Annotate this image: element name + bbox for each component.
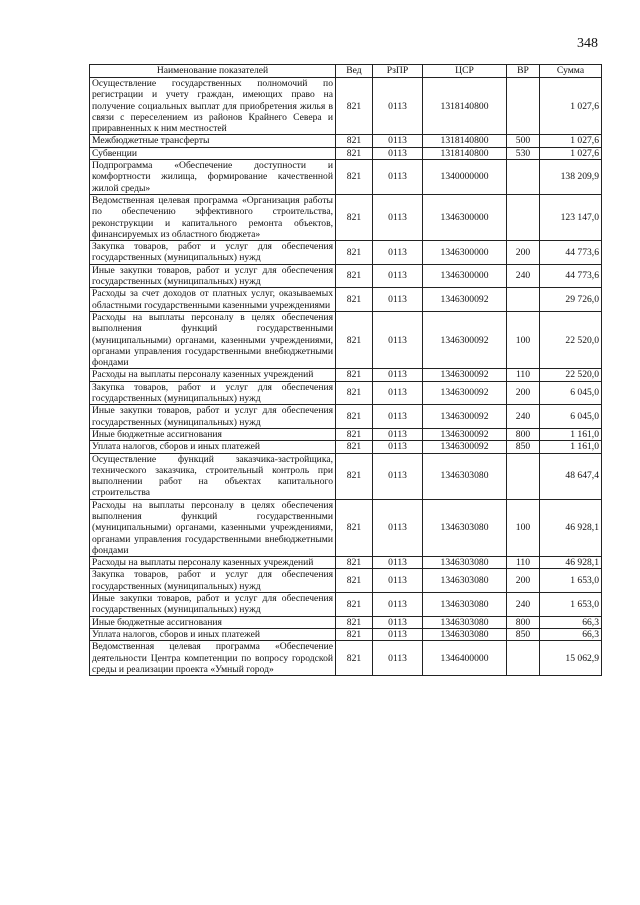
row-csr: 1318140800: [423, 135, 507, 147]
row-rzpr: 0113: [373, 593, 423, 617]
row-name: Иные закупки товаров, работ и услуг для обеспечения государственных (муниципальных) нужд: [90, 593, 336, 617]
row-ved: 821: [336, 593, 373, 617]
table-row: [90, 160, 602, 195]
row-vr: 850: [507, 628, 540, 640]
row-csr: 1346303080: [423, 499, 507, 556]
row-sum: 1 027,6: [540, 147, 602, 159]
row-name: Ведомственная целевая программа «Организация работы по обеспечению эффективного строительства, реконструкции и капитального ремонта объектов, финансируемых из областного бюджета»: [90, 194, 336, 240]
row-ved: 821: [336, 569, 373, 593]
row-sum: 48 647,4: [540, 453, 602, 499]
row-name: Расходы на выплаты персоналу казенных учреждений: [90, 369, 336, 381]
row-name: Расходы на выплаты персоналу казенных учреждений: [90, 557, 336, 569]
row-sum: 6 045,0: [540, 405, 602, 429]
row-name: Субвенции: [90, 147, 336, 159]
row-sum: 123 147,0: [540, 194, 602, 240]
row-rzpr: 0113: [373, 441, 423, 453]
row-vr: 240: [507, 593, 540, 617]
row-csr: 1346300092: [423, 441, 507, 453]
table-row: [90, 428, 602, 440]
row-csr: 1346303080: [423, 616, 507, 628]
row-csr: 1346300092: [423, 369, 507, 381]
row-ved: 821: [336, 147, 373, 159]
table-row: [90, 194, 602, 240]
row-csr: 1318140800: [423, 78, 507, 135]
row-csr: 1346303080: [423, 569, 507, 593]
table-row: [90, 557, 602, 569]
row-name: Закупка товаров, работ и услуг для обеспечения государственных (муниципальных) нужд: [90, 381, 336, 405]
row-rzpr: 0113: [373, 405, 423, 429]
row-vr: 530: [507, 147, 540, 159]
row-vr: 110: [507, 557, 540, 569]
row-sum: 44 773,6: [540, 241, 602, 265]
row-sum: 46 928,1: [540, 499, 602, 556]
table-row: [90, 78, 602, 135]
row-vr: 240: [507, 405, 540, 429]
row-rzpr: 0113: [373, 264, 423, 288]
row-rzpr: 0113: [373, 311, 423, 368]
row-ved: 821: [336, 616, 373, 628]
row-rzpr: 0113: [373, 557, 423, 569]
table-row: [90, 641, 602, 676]
table-row: [90, 499, 602, 556]
row-name: Иные закупки товаров, работ и услуг для обеспечения государственных (муниципальных) нужд: [90, 264, 336, 288]
row-rzpr: 0113: [373, 135, 423, 147]
page-number: 348: [577, 36, 598, 51]
table-row: [90, 369, 602, 381]
table-row: [90, 147, 602, 159]
row-vr: 100: [507, 499, 540, 556]
row-sum: 1 161,0: [540, 441, 602, 453]
row-ved: 821: [336, 160, 373, 195]
header-vr: ВР: [507, 65, 540, 78]
row-name: Расходы на выплаты персоналу в целях обеспечения выполнения функций государственными (муниципальными) органами, казенными учреждениями, органами управления государственными внебюджетными фондами: [90, 311, 336, 368]
row-ved: 821: [336, 628, 373, 640]
row-ved: 821: [336, 641, 373, 676]
table-row: [90, 628, 602, 640]
row-csr: 1346300092: [423, 311, 507, 368]
row-vr: 200: [507, 241, 540, 265]
row-rzpr: 0113: [373, 369, 423, 381]
row-name: Иные закупки товаров, работ и услуг для обеспечения государственных (муниципальных) нужд: [90, 405, 336, 429]
row-name: Закупка товаров, работ и услуг для обеспечения государственных (муниципальных) нужд: [90, 241, 336, 265]
row-rzpr: 0113: [373, 569, 423, 593]
row-sum: 66,3: [540, 628, 602, 640]
row-vr: [507, 641, 540, 676]
row-vr: 800: [507, 428, 540, 440]
table-body: [90, 78, 602, 676]
row-name: Расходы на выплаты персоналу в целях обеспечения выполнения функций государственными (муниципальными) органами, казенными учреждениями, органами управления государственными внебюджетными фондами: [90, 499, 336, 556]
row-sum: 1 161,0: [540, 428, 602, 440]
row-ved: 821: [336, 453, 373, 499]
header-ved: Вед: [336, 65, 373, 78]
row-ved: 821: [336, 428, 373, 440]
header-rzpr: РзПР: [373, 65, 423, 78]
table-row: [90, 241, 602, 265]
row-vr: [507, 453, 540, 499]
row-ved: 821: [336, 264, 373, 288]
row-vr: 800: [507, 616, 540, 628]
table-row: [90, 593, 602, 617]
row-name: Закупка товаров, работ и услуг для обеспечения государственных (муниципальных) нужд: [90, 569, 336, 593]
row-name: Подпрограмма «Обеспечение доступности и комфортности жилища, формирование качественной жилой среды»: [90, 160, 336, 195]
table-row: [90, 381, 602, 405]
row-name: Осуществление государственных полномочий по регистрации и учету граждан, имеющих право на получение социальных выплат для приобретения жилья в связи с переселением из районов Крайнего Севера и приравненных к ним местностей: [90, 78, 336, 135]
row-rzpr: 0113: [373, 616, 423, 628]
row-csr: 1340000000: [423, 160, 507, 195]
row-rzpr: 0113: [373, 628, 423, 640]
table-row: [90, 453, 602, 499]
row-name: Иные бюджетные ассигнования: [90, 616, 336, 628]
row-sum: 1 653,0: [540, 569, 602, 593]
row-ved: 821: [336, 241, 373, 265]
row-ved: 821: [336, 557, 373, 569]
row-csr: 1346300000: [423, 241, 507, 265]
row-ved: 821: [336, 441, 373, 453]
row-rzpr: 0113: [373, 288, 423, 312]
row-ved: 821: [336, 499, 373, 556]
row-rzpr: 0113: [373, 381, 423, 405]
row-rzpr: 0113: [373, 78, 423, 135]
row-vr: [507, 288, 540, 312]
row-ved: 821: [336, 405, 373, 429]
row-vr: 100: [507, 311, 540, 368]
row-rzpr: 0113: [373, 428, 423, 440]
row-name: Осуществление функций заказчика-застройщика, технического заказчика, строительный контроль при выполнении работ на объектах капитального строительства: [90, 453, 336, 499]
row-name: Иные бюджетные ассигнования: [90, 428, 336, 440]
row-vr: [507, 160, 540, 195]
row-csr: 1318140800: [423, 147, 507, 159]
row-vr: 240: [507, 264, 540, 288]
row-csr: 1346303080: [423, 453, 507, 499]
table-header-row: [90, 65, 602, 78]
row-csr: 1346300092: [423, 288, 507, 312]
row-sum: 46 928,1: [540, 557, 602, 569]
table-row: [90, 569, 602, 593]
row-name: Межбюджетные трансферты: [90, 135, 336, 147]
row-sum: 22 520,0: [540, 369, 602, 381]
row-ved: 821: [336, 135, 373, 147]
row-vr: [507, 194, 540, 240]
row-sum: 6 045,0: [540, 381, 602, 405]
row-ved: 821: [336, 78, 373, 135]
row-vr: 200: [507, 381, 540, 405]
table-row: [90, 288, 602, 312]
row-vr: 200: [507, 569, 540, 593]
row-name: Уплата налогов, сборов и иных платежей: [90, 441, 336, 453]
budget-table: [89, 64, 602, 676]
row-ved: 821: [336, 311, 373, 368]
row-name: Уплата налогов, сборов и иных платежей: [90, 628, 336, 640]
table-row: [90, 311, 602, 368]
table-row: [90, 616, 602, 628]
row-rzpr: 0113: [373, 499, 423, 556]
row-rzpr: 0113: [373, 147, 423, 159]
row-vr: 110: [507, 369, 540, 381]
row-sum: 66,3: [540, 616, 602, 628]
row-sum: 1 027,6: [540, 78, 602, 135]
row-csr: 1346300092: [423, 381, 507, 405]
row-sum: 15 062,9: [540, 641, 602, 676]
row-ved: 821: [336, 369, 373, 381]
row-sum: 138 209,9: [540, 160, 602, 195]
table-row: [90, 264, 602, 288]
row-sum: 44 773,6: [540, 264, 602, 288]
row-vr: 850: [507, 441, 540, 453]
row-vr: 500: [507, 135, 540, 147]
row-csr: 1346300000: [423, 194, 507, 240]
row-csr: 1346303080: [423, 593, 507, 617]
row-ved: 821: [336, 194, 373, 240]
row-sum: 22 520,0: [540, 311, 602, 368]
row-ved: 821: [336, 288, 373, 312]
row-sum: 1 027,6: [540, 135, 602, 147]
row-sum: 1 653,0: [540, 593, 602, 617]
row-csr: 1346300092: [423, 405, 507, 429]
table-row: [90, 405, 602, 429]
row-csr: 1346303080: [423, 628, 507, 640]
header-sum: Сумма: [540, 65, 602, 78]
table-row: [90, 135, 602, 147]
row-rzpr: 0113: [373, 160, 423, 195]
row-sum: 29 726,0: [540, 288, 602, 312]
header-name: Наименование показателей: [90, 65, 336, 78]
row-vr: [507, 78, 540, 135]
row-rzpr: 0113: [373, 453, 423, 499]
row-name: Расходы за счет доходов от платных услуг, оказываемых областными государственными казенными учреждениями: [90, 288, 336, 312]
row-rzpr: 0113: [373, 641, 423, 676]
row-rzpr: 0113: [373, 194, 423, 240]
row-csr: 1346400000: [423, 641, 507, 676]
row-csr: 1346300000: [423, 264, 507, 288]
row-rzpr: 0113: [373, 241, 423, 265]
row-ved: 821: [336, 381, 373, 405]
row-name: Ведомственная целевая программа «Обеспечение деятельности Центра компетенции по вопросу городской среды и реализации проекта «Умный город»: [90, 641, 336, 676]
header-csr: ЦСР: [423, 65, 507, 78]
row-csr: 1346303080: [423, 557, 507, 569]
table-row: [90, 441, 602, 453]
row-csr: 1346300092: [423, 428, 507, 440]
